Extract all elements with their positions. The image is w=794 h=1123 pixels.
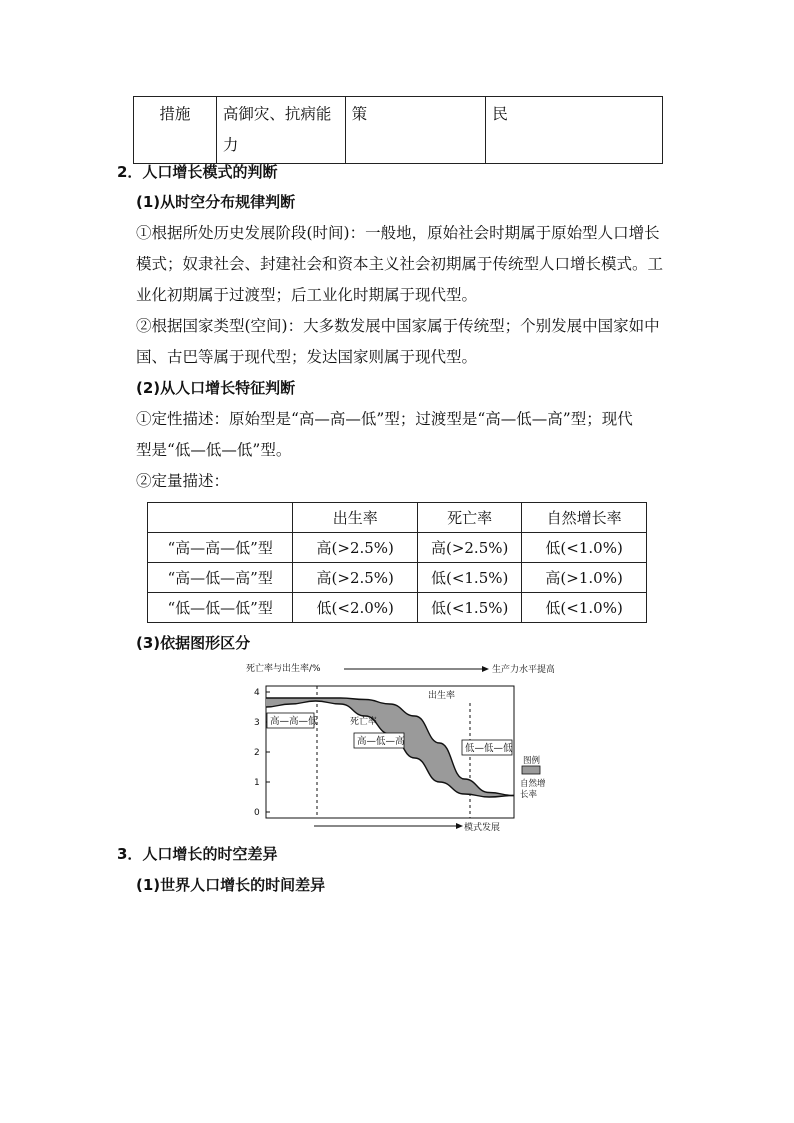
table-header bbox=[148, 503, 293, 533]
measures-table bbox=[133, 96, 663, 164]
birth-rate-label: 出生率 bbox=[428, 691, 456, 701]
table-cell: 高御灾、抗病能力 bbox=[216, 97, 345, 164]
paragraph-line: 模式；奴隶社会、封建社会和资本主义社会初期属于传统型人口增长模式。工 bbox=[136, 255, 664, 273]
table-cell: 高(>2.5%) bbox=[418, 533, 522, 563]
top-arrow-label: 生产力水平提高 bbox=[492, 665, 554, 675]
legend-label-line1: 自然增 bbox=[520, 779, 546, 789]
annotation-low-low-low: 低—低—低 bbox=[465, 743, 513, 754]
table-cell: “高—低—高”型 bbox=[148, 563, 293, 593]
table-cell: 民 bbox=[486, 97, 663, 164]
legend-title: 图例 bbox=[523, 756, 541, 766]
bottom-arrow-head bbox=[456, 823, 463, 829]
y-tick-label: 0 bbox=[254, 808, 260, 818]
subheading: (2)从人口增长特征判断 bbox=[136, 379, 296, 397]
table-cell: “低—低—低”型 bbox=[148, 593, 293, 623]
table-row bbox=[148, 533, 647, 563]
subheading: (1)从时空分布规律判断 bbox=[136, 193, 296, 211]
table-row bbox=[148, 593, 647, 623]
paragraph-line: 型是“低—低—低”型。 bbox=[136, 441, 292, 459]
table-cell: 低(<1.5%) bbox=[418, 563, 522, 593]
paragraph-line: ①根据所处历史发展阶段(时间)：一般地，原始社会时期属于原始型人口增长 bbox=[136, 224, 660, 242]
paragraph-line: ②根据国家类型(空间)：大多数发展中国家属于传统型；个别发展中国家如中 bbox=[136, 317, 660, 335]
y-tick-label: 1 bbox=[254, 778, 260, 788]
legend-label-line2: 长率 bbox=[520, 790, 538, 800]
table-cell: 低(<2.0%) bbox=[293, 593, 418, 623]
subheading: (1)世界人口增长的时间差异 bbox=[136, 876, 326, 894]
table-header-row bbox=[148, 503, 647, 533]
paragraph-line: 国、古巴等属于现代型；发达国家则属于现代型。 bbox=[136, 348, 478, 366]
table-row bbox=[148, 563, 647, 593]
subheading: (3)依据图形区分 bbox=[136, 634, 251, 652]
paragraph-line: ①定性描述：原始型是“高—高—低”型；过渡型是“高—低—高”型；现代 bbox=[136, 410, 633, 428]
annotation-high-high-low: 高—高—低 bbox=[270, 716, 318, 727]
y-axis-label: 死亡率与出生率/% bbox=[246, 664, 321, 674]
paragraph-line: 业化初期属于过渡型；后工业化时期属于现代型。 bbox=[136, 286, 478, 304]
section-heading: 2．人口增长模式的判断 bbox=[117, 163, 278, 181]
y-tick-label: 2 bbox=[254, 748, 260, 758]
chart-svg bbox=[244, 658, 554, 833]
table-header: 死亡率 bbox=[418, 503, 522, 533]
table-cell: 高(>1.0%) bbox=[522, 563, 647, 593]
table-header: 出生率 bbox=[293, 503, 418, 533]
top-arrow-head bbox=[482, 666, 489, 672]
y-tick-label: 3 bbox=[254, 718, 260, 728]
table-cell: “高—高—低”型 bbox=[148, 533, 293, 563]
table-cell: 策 bbox=[345, 97, 486, 164]
table-header: 自然增长率 bbox=[522, 503, 647, 533]
table-cell: 高(>2.5%) bbox=[293, 563, 418, 593]
population-model-chart bbox=[244, 658, 554, 833]
table-cell: 低(<1.0%) bbox=[522, 533, 647, 563]
y-tick-label: 4 bbox=[254, 688, 260, 698]
table-cell: 措施 bbox=[134, 97, 217, 164]
paragraph-line: ②定量描述： bbox=[136, 472, 230, 490]
table-cell: 高(>2.5%) bbox=[293, 533, 418, 563]
table-cell: 低(<1.5%) bbox=[418, 593, 522, 623]
legend-swatch bbox=[522, 766, 540, 774]
section-heading: 3．人口增长的时空差异 bbox=[117, 845, 278, 863]
table-cell: 低(<1.0%) bbox=[522, 593, 647, 623]
x-axis-label: 模式发展 bbox=[464, 823, 501, 833]
death-rate-label: 死亡率 bbox=[350, 717, 378, 727]
quantitative-table bbox=[147, 502, 647, 623]
annotation-high-low-high: 高—低—高 bbox=[357, 736, 405, 747]
